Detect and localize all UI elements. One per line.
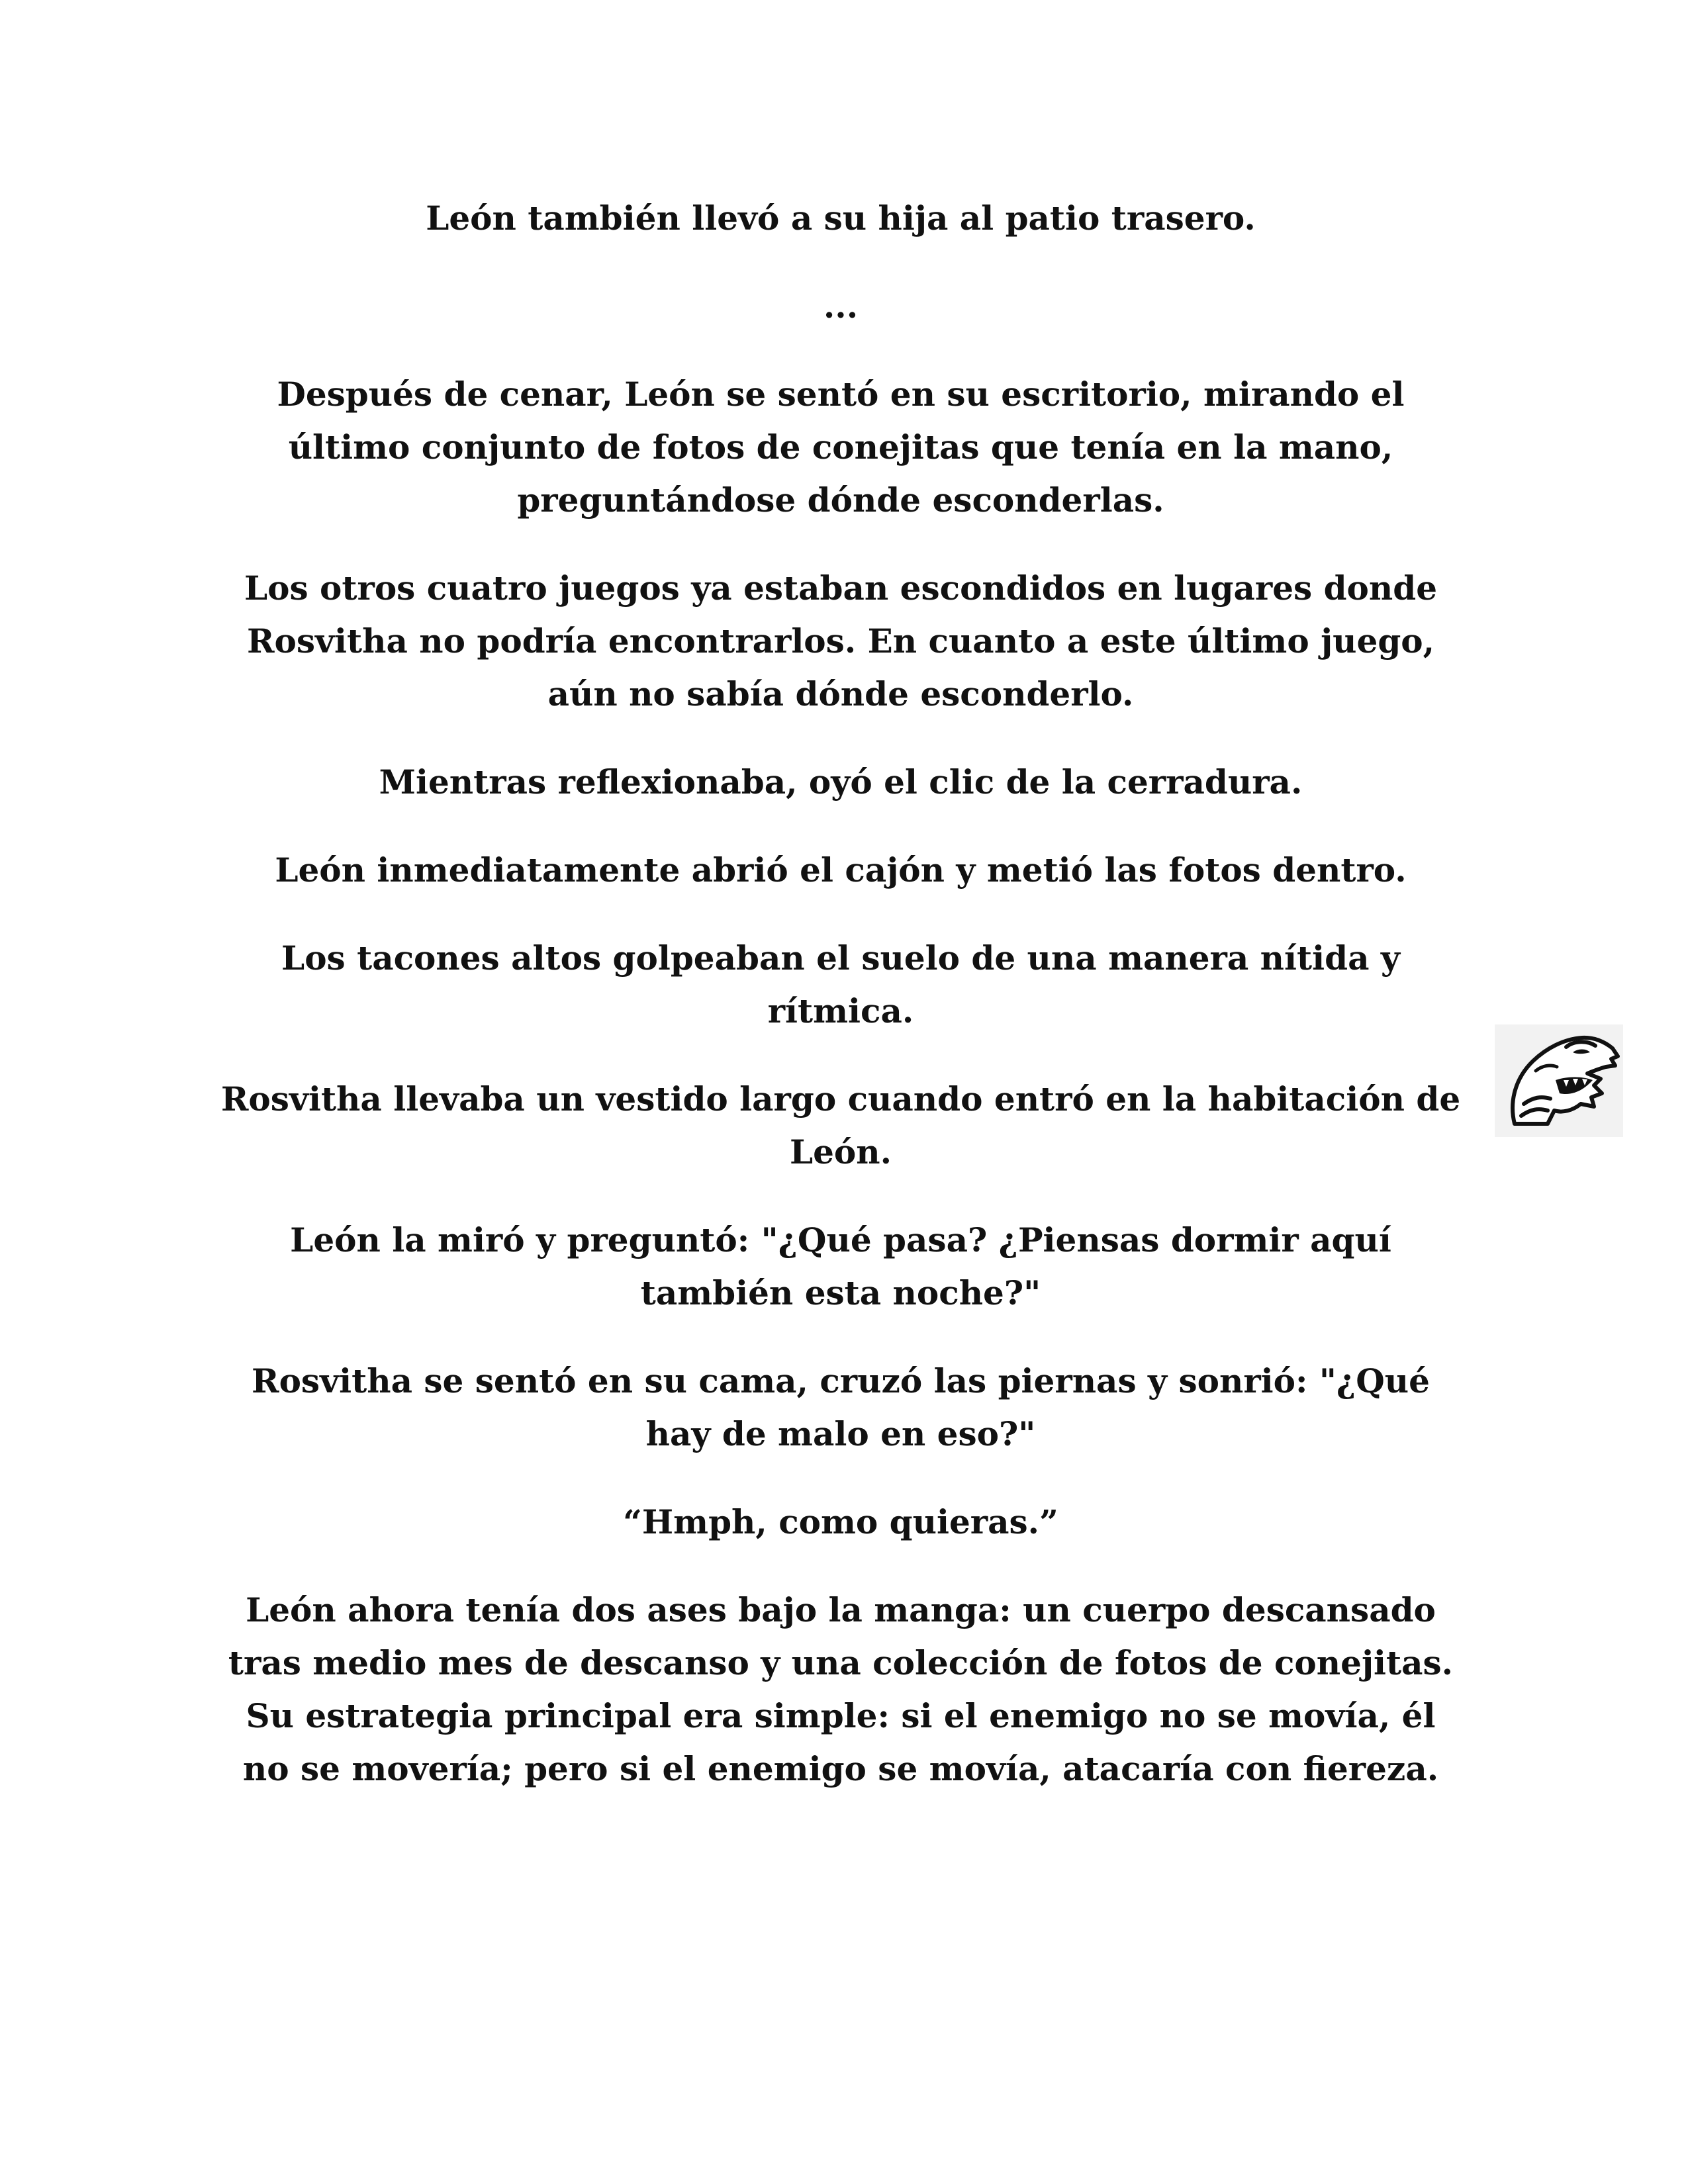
paragraph: León inmediatamente abrió el cajón y metió las fotos dentro. (275, 850, 1407, 889)
paragraph: León ahora tenía dos ases bajo la manga: un cuerpo descansado tras medio mes de descanso y una colección de fotos de conejitas. Su estrategia principal era simple: si el enemigo no se movía, él no se movería; pero si el enemigo se movía, atacaría con fiereza. (228, 1590, 1454, 1788)
paragraph: Después de cenar, León se sentó en su escritorio, mirando el último conjunto de fotos de conejitas que tenía en la mano, preguntándose dónde esconderlas. (277, 375, 1405, 520)
paragraph: Rosvitha llevaba un vestido largo cuando entró en la habitación de León. (220, 1079, 1461, 1171)
paragraph: Los tacones altos golpeaban el suelo de una manera nítida y rítmica. (281, 938, 1400, 1030)
paragraph: “Hmph, como quieras.” (623, 1502, 1058, 1541)
paragraph: Mientras reflexionaba, oyó el clic de la cerradura. (379, 762, 1303, 801)
paragraph: Los otros cuatro juegos ya estaban escondidos en lugares donde Rosvitha no podría encontrarlos. En cuanto a este último juego, aún no sabía dónde esconderlo. (244, 569, 1438, 713)
paragraph: León también llevó a su hija al patio trasero. (426, 199, 1256, 238)
paragraph: León la miró y preguntó: "¿Qué pasa? ¿Piensas dormir aquí también esta noche?" (290, 1220, 1391, 1312)
scene-break: ... (823, 287, 859, 326)
paragraph: Rosvitha se sentó en su cama, cruzó las piernas y sonrió: "¿Qué hay de malo en eso?" (252, 1361, 1430, 1453)
story-text (218, 192, 1463, 1831)
dinosaur-head-icon (1495, 1024, 1623, 1137)
